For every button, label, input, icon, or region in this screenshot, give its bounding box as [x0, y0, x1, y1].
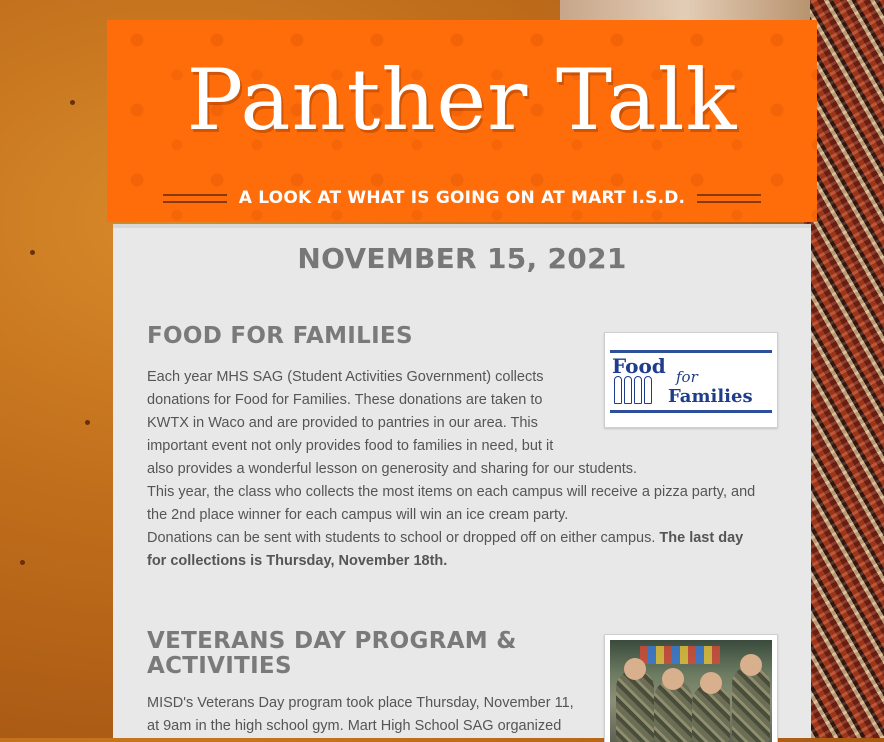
deadline-text-part-1: The last day	[659, 530, 744, 546]
body-line: at 9am in the high school gym. Mart High School SAG organized	[147, 718, 562, 734]
background-wood	[560, 0, 810, 20]
veterans-day-photo	[604, 634, 778, 742]
deadline-text-part-2: for collections is Thursday, November 18th.	[147, 553, 448, 569]
body-line: also provides a wonderful lesson on generosity and sharing for our students.	[147, 461, 638, 477]
body-line: Each year MHS SAG (Student Activities Government) collects	[147, 369, 544, 385]
newsletter-banner	[107, 20, 817, 222]
banner-subtitle-row	[163, 184, 761, 212]
background-speck	[70, 100, 75, 105]
section-body-veterans-day	[147, 692, 574, 738]
section-body-food-for-families	[147, 366, 755, 573]
body-line: donations for Food for Families. These donations are taken to	[147, 392, 543, 408]
photo-shelf	[640, 646, 720, 664]
photo-student-head	[700, 672, 722, 694]
photo-student	[732, 666, 770, 742]
photo-student-head	[740, 654, 762, 676]
photo-student-head	[662, 668, 684, 690]
section-title-line: VETERANS DAY PROGRAM &	[147, 628, 517, 654]
body-line-with-deadline	[147, 527, 755, 550]
body-line: KWTX in Waco and are provided to pantries in our area. This	[147, 415, 538, 431]
logo-text-families: Families	[668, 386, 753, 407]
decorative-rule-right	[697, 194, 761, 203]
photo-student-head	[624, 658, 646, 680]
section-title-veterans-day	[147, 629, 517, 679]
background-speck	[85, 420, 90, 425]
logo-bar-top	[610, 350, 772, 353]
body-line: Donations can be sent with students to school or dropped off on either campus.	[147, 530, 660, 546]
newsletter-subtitle: A LOOK AT WHAT IS GOING ON AT MART I.S.D.	[238, 188, 686, 208]
logo-text-for: for	[676, 368, 698, 386]
background-speck	[30, 250, 35, 255]
body-line: important event not only provides food to families in need, but it	[147, 438, 554, 454]
photo-student	[616, 670, 654, 742]
newsletter-content-card	[113, 224, 811, 738]
body-line: This year, the class who collects the most items on each campus will receive a pizza party, and	[147, 484, 756, 500]
section-title-line: ACTIVITIES	[147, 653, 292, 679]
section-title-food-for-families: FOOD FOR FAMILIES	[147, 323, 413, 349]
body-line: the 2nd place winner for each campus will win an ice cream party.	[147, 507, 569, 523]
background-speck	[20, 560, 25, 565]
newsletter-title: Panther Talk	[186, 51, 738, 149]
logo-text-food: Food	[612, 354, 666, 378]
decorative-rule-left	[163, 194, 227, 203]
body-line: MISD's Veterans Day program took place Thursday, November 11,	[147, 695, 574, 711]
veterans-day-photo-content	[610, 640, 772, 742]
newsletter-date: NOVEMBER 15, 2021	[297, 242, 627, 275]
